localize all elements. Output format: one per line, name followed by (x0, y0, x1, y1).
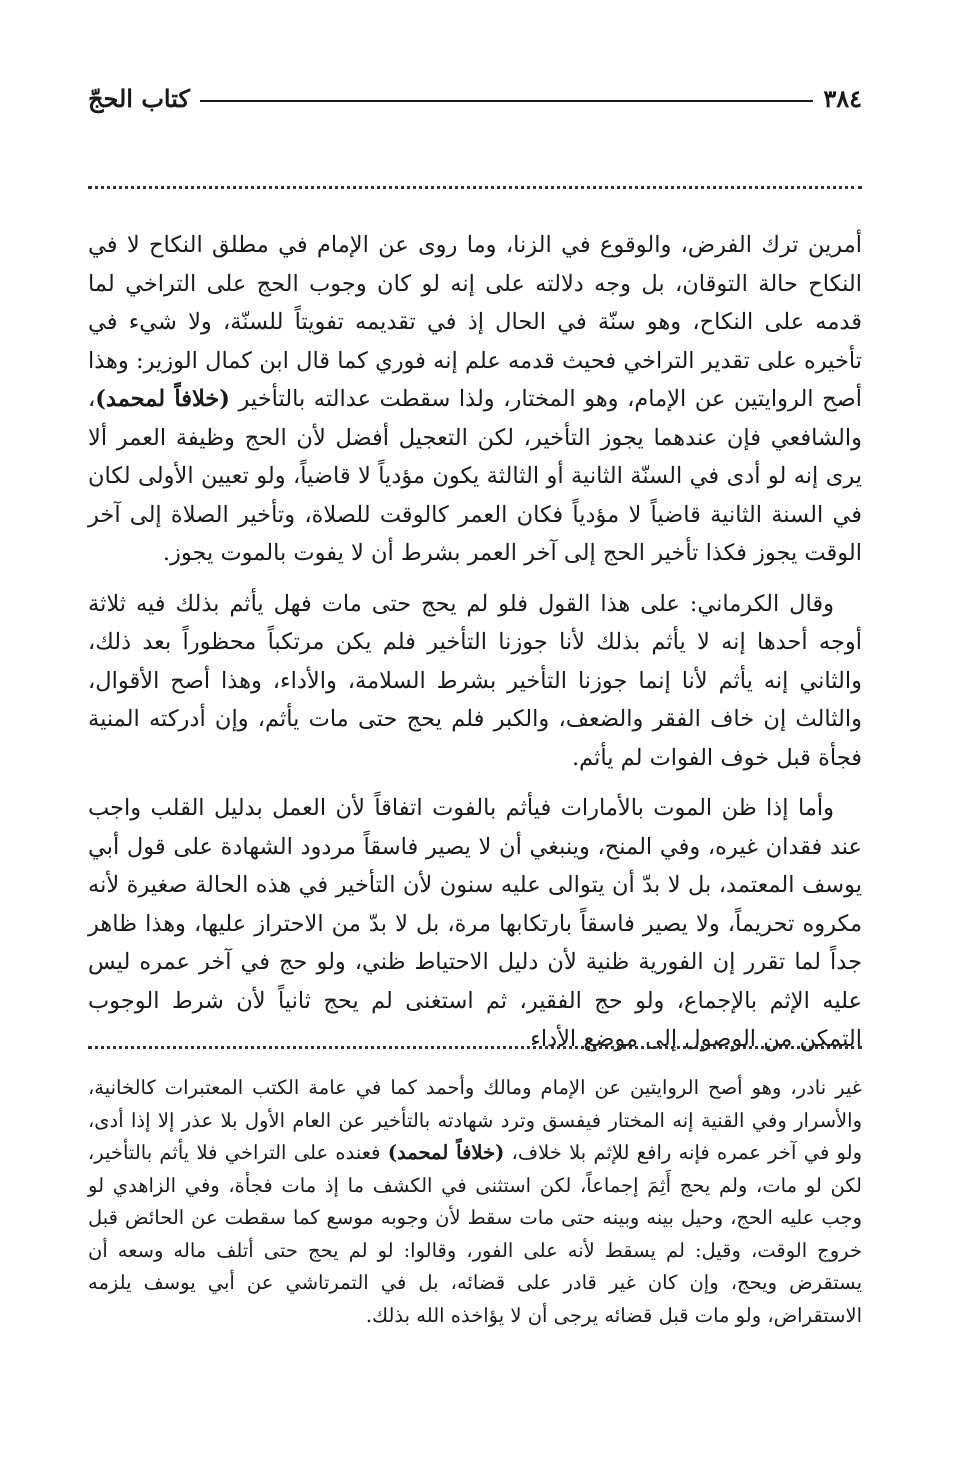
main-text (88, 226, 862, 1071)
paragraph-2: وقال الكرماني: على هذا القول فلو لم يحج حتى مات فهل يأثم بذلك فيه ثلاثة أوجه أحدها إنه لا يأثم بذلك لأنا جوزنا التأخير فلم يكن مرتكباً محظوراً بعد ذلك، والثاني إنه يأثم لأنا إنما جوزنا التأخير بشرط السلامة، والأداء، وهذا أصح الأقوال، والثالث إن خاف الفقر والضعف، والكبر فلم يحج حتى مات يأثم، وإن أدركته المنية فجأة قبل خوف الفوات لم يأثم. (88, 590, 863, 771)
paragraph-1 (88, 226, 862, 573)
footnote-part-2: فعنده على التراخي فلا يأثم بالتأخير، لكن لو مات، ولم يحج أَثِمَ إجماعاً، لكن استثنى في الكشف ما إذ مات فجأة، وفي الزاهدي لو وجب عليه الحج، وحيل بينه وبينه حتى مات سقط لأن وجوبه موسع كما سقطت عن الحائض قبل خروج الوقت، وقيل: لم يسقط لأنه على الفور، وقالوا: لو لم يحج حتى أتلف ماله وسعه أن يستقرض ويحج، وإن كان غير قادر على قضائه، بل في التمرتاشي عن أبي يوسف يلزمه الاستقراض، ولو مات قبل قضائه يرجى أن لا يؤاخذه الله بذلك. (88, 1141, 862, 1327)
header-rule (200, 100, 813, 102)
top-dotted-divider (88, 186, 862, 189)
footnote-text (88, 1072, 862, 1332)
book-page (88, 0, 862, 1482)
paragraph-1-part-1: أمرين ترك الفرض، والوقوع في الزنا، وما روى عن الإمام في مطلق النكاح لا في النكاح حالة التوقان، بل وجه دلالته على إنه لو كان وجوب الحج على التراخي لما قدمه على النكاح، وهو سنّة في الحال إذ في تقديمه تفويتاً للسنّة، ولا شيء في تأخيره على تقدير التراخي فحيث قدمه علم إنه فوري كما قال ابن كمال الوزير: وهذا أصح الروايتين عن الإمام، وهو المختار، ولذا سقطت عدالته بالتأخير (88, 232, 862, 412)
running-title: كتاب الحجّ (88, 83, 190, 113)
paragraph-1-part-2: ، والشافعي فإن عندهما يجوز التأخير، لكن التعجيل أفضل لأن الحج وظيفة العمر ألا يرى إنه لو أدى في السنّة الثانية أو الثالثة يكون مؤدياً لا قاضياً، ولو تعيين الأولى لكان في السنة الثانية قاضياً لا مؤدياً فكان العمر كالوقت للصلاة، وتأخير الصلاة إلى آخر الوقت يجوز فكذا تأخير الحج إلى آخر العمر بشرط أن لا يفوت بالموت يجوز. (88, 386, 862, 566)
page-number: ٣٨٤ (823, 83, 862, 113)
footnote-part-1: غير نادر، وهو أصح الروايتين عن الإمام ومالك وأحمد كما في عامة الكتب المعتبرات كالخانية، والأسرار وفي القنية إنه المختار فيفسق وترد شهادته بالتأخير عن العام الأول بلا عذر إلا إذا أدى، ولو في آخر عمره فإنه رافع للإثم بلا خلاف، (88, 1076, 862, 1164)
paragraph-1-bold: (خلافاً لمحمد) (95, 386, 230, 412)
footnotes (88, 1072, 862, 1332)
footnote-dotted-divider (88, 1046, 862, 1049)
paragraph-3: وأما إذا ظن الموت بالأمارات فيأثم بالفوت اتفاقاً لأن العمل بدليل القلب واجب عند فقدان غيره، وفي المنح، وينبغي أن لا يصير فاسقاً مردود الشهادة على قول أبي يوسف المعتمد، بل لا بدّ أن يتوالى عليه سنون لأن التأخير في هذه الحالة صغيرة لأنه مكروه تحريماً، ولا يصير فاسقاً بارتكابها مرة، بل لا بدّ من الاحتراز عليها، وهذا ظاهر جداً لما تقرر إن الفورية ظنية لأن دليل الاحتياط ظني، ولو حج في آخر عمره ليس عليه الإثم بالإجماع، ولو حج الفقير، ثم استغنى لم يحج ثانياً لأن شرط الوجوب التمكن من الوصول إلى موضع الأداء (88, 795, 862, 1052)
page-header (88, 78, 862, 118)
footnote-bold: (خلافاً لمحمد) (387, 1141, 505, 1164)
